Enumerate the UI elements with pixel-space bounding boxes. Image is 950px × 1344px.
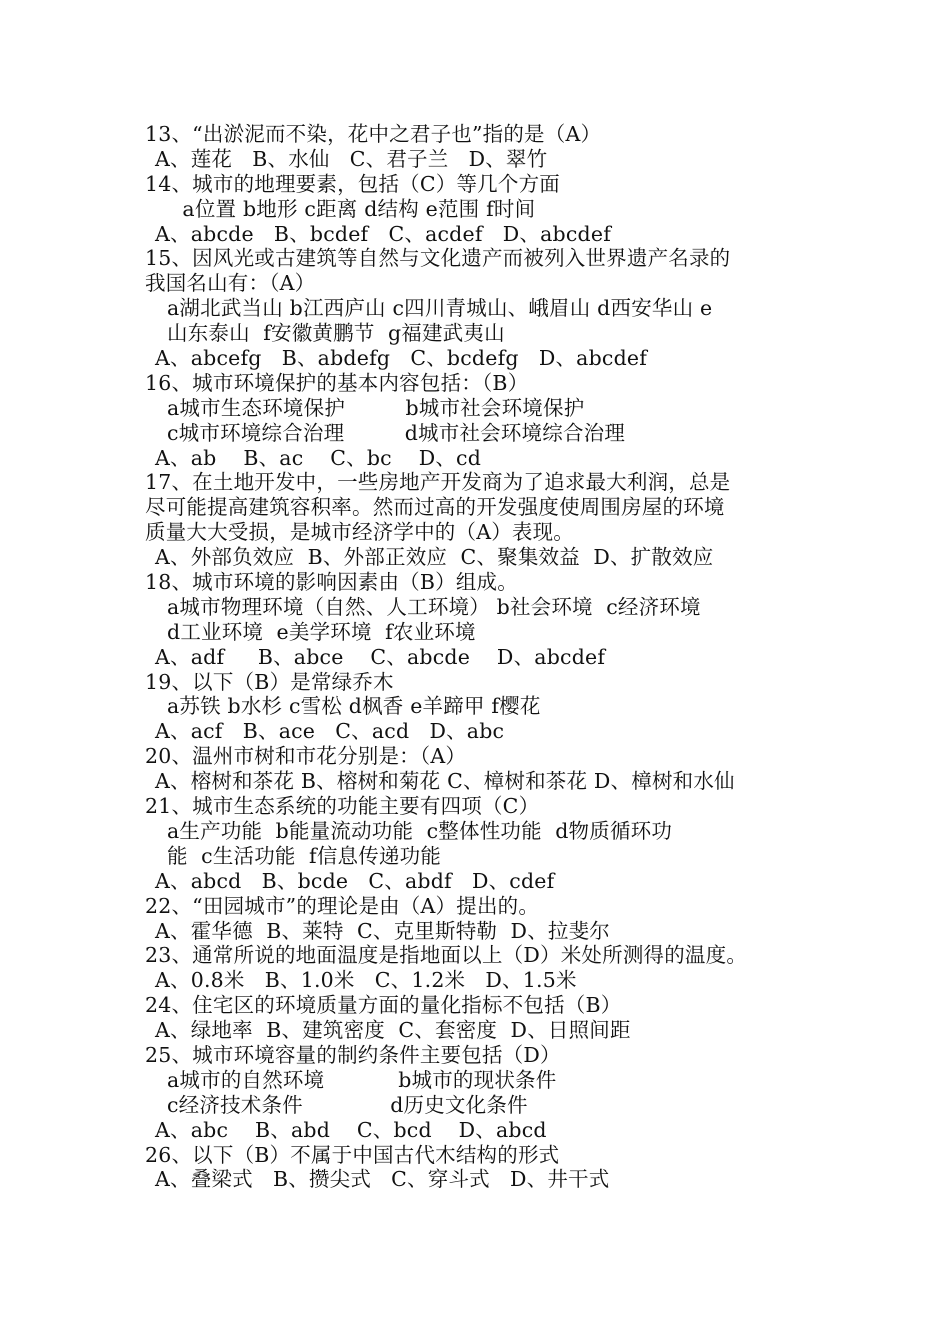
text-line: a湖北武当山 b江西庐山 c四川青城山、峨眉山 d西安华山 e xyxy=(167,296,713,321)
text-line: c经济技术条件 d历史文化条件 xyxy=(167,1092,528,1117)
text-line: 18、城市环境的影响因素由（B）组成。 xyxy=(145,570,518,595)
text-line: 16、城市环境保护的基本内容包括：（B） xyxy=(145,370,529,395)
text-line: A、adf B、abce C、abcde D、abcdef xyxy=(155,644,606,669)
text-line: A、abcd B、bcde C、abdf D、cdef xyxy=(155,868,555,893)
text-line: A、acf B、ace C、acd D、abc xyxy=(155,719,505,744)
text-line: 17、在土地开发中，一些房地产开发商为了追求最大利润，总是 xyxy=(145,470,731,495)
text-line: a城市物理环境（自然、人工环境） b社会环境 c经济环境 xyxy=(167,594,701,619)
text-line: d工业环境 e美学环境 f农业环境 xyxy=(167,619,476,644)
text-line: a生产功能 b能量流动功能 c整体性功能 d物质循环功 xyxy=(167,818,673,843)
text-line: a城市的自然环境 b城市的现状条件 xyxy=(167,1067,557,1092)
text-line: A、绿地率 B、建筑密度 C、套密度 D、日照间距 xyxy=(155,1018,631,1043)
text-line: A、0.8米 B、1.0米 C、1.2米 D、1.5米 xyxy=(155,968,577,993)
text-line: A、霍华德 B、莱特 C、克里斯特勒 D、拉斐尔 xyxy=(155,918,610,943)
text-line: 24、住宅区的环境质量方面的量化指标不包括（B） xyxy=(145,993,622,1018)
text-line: 能 c生活功能 f信息传递功能 xyxy=(167,843,442,868)
text-line: 尽可能提高建筑容积率。然而过高的开发强度使周围房屋的环境 xyxy=(145,495,725,520)
text-line: c城市环境综合治理 d城市社会环境综合治理 xyxy=(167,420,626,445)
text-line: 26、以下（B）不属于中国古代木结构的形式 xyxy=(145,1142,560,1167)
text-line: 19、以下（B）是常绿乔木 xyxy=(145,669,394,694)
text-line: 22、“田园城市”的理论是由（A）提出的。 xyxy=(145,893,540,918)
text-line: a苏铁 b水杉 c雪松 d枫香 e羊蹄甲 f樱花 xyxy=(167,694,541,719)
text-line: A、ab B、ac C、bc D、cd xyxy=(155,445,482,470)
text-line: A、外部负效应 B、外部正效应 C、聚集效益 D、扩散效应 xyxy=(155,545,714,570)
text-line: 23、通常所说的地面温度是指地面以上（D）米处所测得的温度。 xyxy=(145,943,748,968)
text-line: A、榕树和茶花 B、榕树和菊花 C、樟树和茶花 D、樟树和水仙 xyxy=(155,769,735,794)
document-page xyxy=(145,122,825,1192)
text-line: A、abcefg B、abdefg C、bcdefg D、abcdef xyxy=(155,346,648,371)
text-line: A、abc B、abd C、bcd D、abcd xyxy=(155,1117,547,1142)
text-line: A、叠梁式 B、攒尖式 C、穿斗式 D、井干式 xyxy=(155,1167,610,1192)
text-line: 15、因风光或古建筑等自然与文化遗产而被列入世界遗产名录的 xyxy=(145,246,731,271)
text-line: A、莲花 B、水仙 C、君子兰 D、翠竹 xyxy=(155,146,548,171)
text-line: a城市生态环境保护 b城市社会环境保护 xyxy=(167,395,585,420)
text-line: 21、城市生态系统的功能主要有四项（C） xyxy=(145,794,540,819)
text-line: a位置 b地形 c距离 d结构 e范围 f时间 xyxy=(169,196,536,221)
text-line: 20、温州市树和市花分别是：（A） xyxy=(145,744,467,769)
text-line: 25、城市环境容量的制约条件主要包括（D） xyxy=(145,1042,561,1067)
text-line: 我国名山有：（A） xyxy=(145,271,316,296)
text-line: 质量大大受损，是城市经济学中的（A）表现。 xyxy=(145,520,575,545)
text-line: A、abcde B、bcdef C、acdef D、abcdef xyxy=(155,221,611,246)
text-line: 山东泰山 f安徽黄鹏节 g福建武夷山 xyxy=(167,321,505,346)
text-line: 14、城市的地理要素，包括（C）等几个方面 xyxy=(145,171,560,196)
text-line: 13、“出淤泥而不染，花中之君子也”指的是（A） xyxy=(145,122,602,146)
